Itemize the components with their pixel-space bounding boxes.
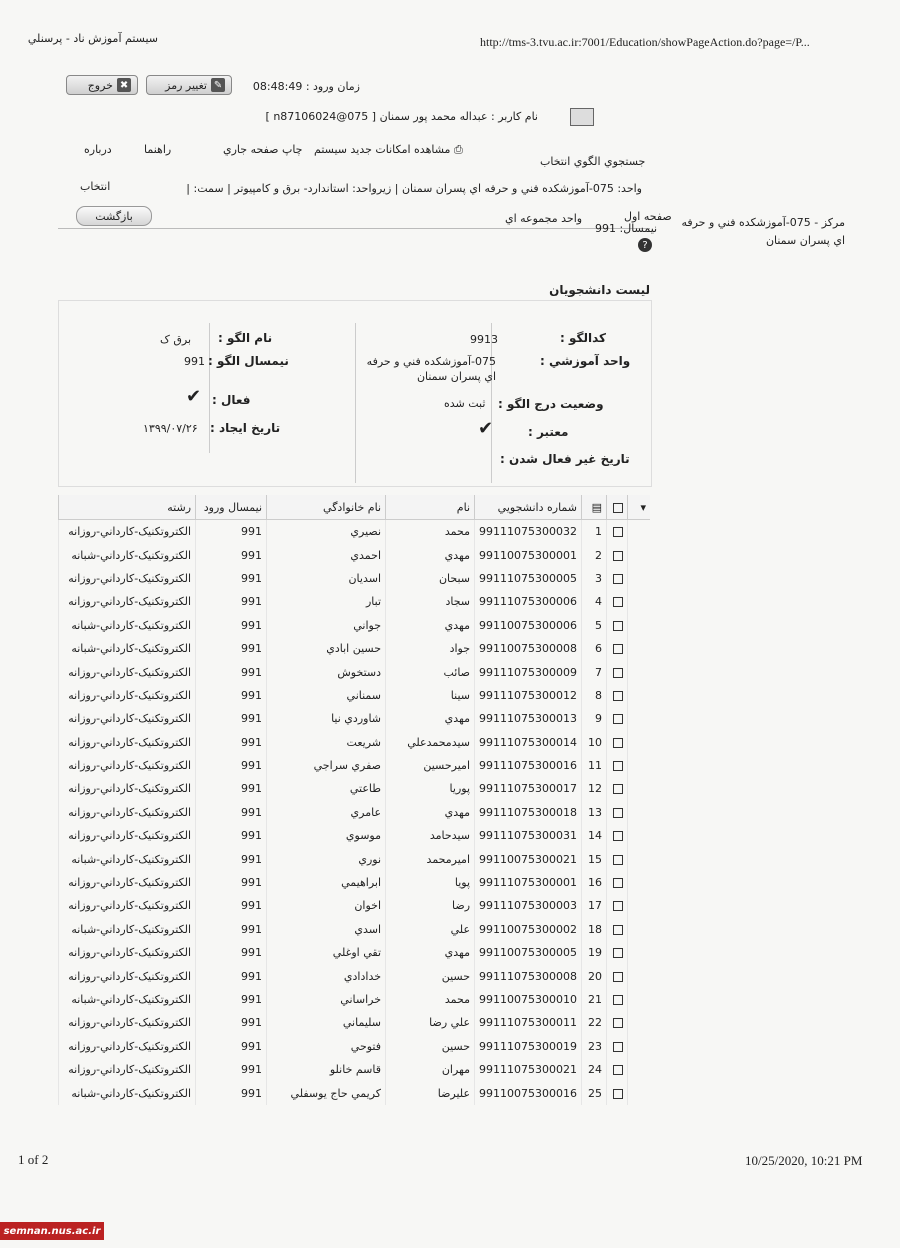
row-spacer — [628, 824, 651, 847]
row-spacer — [628, 988, 651, 1011]
context-line: واحد: 075-آموزشکده فني و حرفه اي پسران سمنان | زيرواحد: استاندارد- برق و کامپيوتر | سمت: | — [186, 182, 642, 195]
menu-item-search-pattern[interactable]: جستجوي الگوي انتخاب — [540, 155, 646, 168]
student-id: 99111075300016 — [475, 754, 582, 777]
print-datetime: 10/25/2020, 10:21 PM — [745, 1153, 863, 1168]
entry-semester: 991 — [196, 964, 267, 987]
table-row[interactable] — [59, 590, 651, 613]
field-of-study: الکتروتکنيک-کارداني-شبانه — [59, 918, 196, 941]
field-of-study: الکتروتکنيک-کارداني-شبانه — [59, 543, 196, 566]
change-password-button[interactable] — [146, 75, 232, 95]
menu-item-new-features-label: مشاهده امکانات جديد سيستم — [314, 143, 451, 156]
first-name: مهران — [386, 1058, 475, 1081]
header-entry-semester[interactable]: نيمسال ورود — [196, 495, 267, 520]
row-checkbox[interactable] — [607, 1035, 628, 1058]
table-row[interactable] — [59, 684, 651, 707]
row-number: 23 — [582, 1035, 607, 1058]
entry-semester: 991 — [196, 731, 267, 754]
field-of-study: الکتروتکنيک-کارداني-روزانه — [59, 1058, 196, 1081]
name-value: برق ک — [160, 333, 192, 346]
row-number: 18 — [582, 918, 607, 941]
inactive-date-label: تاريخ غير فعال شدن : — [500, 452, 630, 466]
menu-item-help[interactable]: راهنما — [144, 143, 172, 156]
first-name: رضا — [386, 894, 475, 917]
student-id: 99110075300001 — [475, 543, 582, 566]
table-row[interactable] — [59, 847, 651, 870]
table-row[interactable] — [59, 801, 651, 824]
field-of-study: الکتروتکنيک-کارداني-روزانه — [59, 520, 196, 544]
table-row[interactable] — [59, 988, 651, 1011]
entry-semester: 991 — [196, 1011, 267, 1034]
row-spacer — [628, 1011, 651, 1034]
entry-semester: 991 — [196, 1035, 267, 1058]
field-of-study: الکتروتکنيک-کارداني-روزانه — [59, 871, 196, 894]
breadcrumb-unit[interactable]: واحد مجموعه اي — [505, 212, 583, 225]
field-of-study: الکتروتکنيک-کارداني-شبانه — [59, 637, 196, 660]
table-row[interactable] — [59, 1081, 651, 1104]
row-number: 8 — [582, 684, 607, 707]
last-name: قاسم خانلو — [267, 1058, 386, 1081]
row-spacer — [628, 684, 651, 707]
row-checkbox[interactable] — [607, 964, 628, 987]
watermark-logo: semnan.nus.ac.ir — [0, 1222, 104, 1240]
table-row[interactable] — [59, 1035, 651, 1058]
entry-semester: 991 — [196, 520, 267, 544]
students-table — [58, 495, 650, 1105]
pattern-semester-label: نيمسال الگو : — [208, 354, 289, 368]
row-spacer — [628, 614, 651, 637]
last-name: اسديان — [267, 567, 386, 590]
student-id: 99111075300021 — [475, 1058, 582, 1081]
user-label: نام کاربر : — [491, 110, 538, 123]
student-id: 99111075300006 — [475, 590, 582, 613]
student-id: 99110075300016 — [475, 1081, 582, 1104]
row-checkbox[interactable] — [607, 637, 628, 660]
first-name: سجاد — [386, 590, 475, 613]
table-row[interactable] — [59, 754, 651, 777]
student-id: 99111075300009 — [475, 660, 582, 683]
header-first-name[interactable]: نام — [386, 495, 475, 520]
table-row[interactable] — [59, 871, 651, 894]
row-number: 10 — [582, 731, 607, 754]
row-spacer — [628, 777, 651, 800]
row-spacer — [628, 567, 651, 590]
user-name: عبداله محمد پور سمنان [ n87106024@075 ] — [265, 110, 488, 123]
student-id: 99111075300017 — [475, 777, 582, 800]
table-row[interactable] — [59, 894, 651, 917]
table-row[interactable] — [59, 567, 651, 590]
field-of-study: الکتروتکنيک-کارداني-روزانه — [59, 590, 196, 613]
entry-semester: 991 — [196, 754, 267, 777]
first-name: مهدي — [386, 801, 475, 824]
row-spacer — [628, 941, 651, 964]
student-id: 99111075300005 — [475, 567, 582, 590]
row-checkbox[interactable] — [607, 1011, 628, 1034]
change-password-label: تغيير رمز — [165, 78, 207, 92]
row-checkbox[interactable] — [607, 1081, 628, 1104]
entry-semester: 991 — [196, 543, 267, 566]
student-id: 99111075300018 — [475, 801, 582, 824]
last-name: کريمي حاج يوسفلي — [267, 1081, 386, 1104]
field-of-study: الکتروتکنيک-کارداني-شبانه — [59, 988, 196, 1011]
first-name: محمد — [386, 520, 475, 544]
row-spacer — [628, 660, 651, 683]
student-id: 99111075300019 — [475, 1035, 582, 1058]
header-student-id[interactable]: شماره دانشجويي — [475, 495, 582, 520]
entry-semester: 991 — [196, 918, 267, 941]
select-link[interactable]: انتخاب — [80, 180, 111, 193]
row-number: 21 — [582, 988, 607, 1011]
entry-semester: 991 — [196, 941, 267, 964]
row-number: 5 — [582, 614, 607, 637]
student-id: 99111075300012 — [475, 684, 582, 707]
student-id: 99110075300021 — [475, 847, 582, 870]
exit-label: خروج — [87, 78, 113, 92]
last-name: دستخوش — [267, 660, 386, 683]
login-time-label: زمان ورود : — [305, 80, 360, 93]
print-page-title: سيستم آموزش ناد - پرسنلي — [27, 32, 158, 45]
mail-icon[interactable] — [570, 108, 594, 126]
user-info — [248, 110, 538, 123]
student-id: 99110075300006 — [475, 614, 582, 637]
last-name: اخوان — [267, 894, 386, 917]
last-name: سليماني — [267, 1011, 386, 1034]
row-number: 12 — [582, 777, 607, 800]
field-of-study: الکتروتکنيک-کارداني-شبانه — [59, 1081, 196, 1104]
print-icon: ⎙ — [453, 143, 463, 156]
entry-semester: 991 — [196, 871, 267, 894]
row-number: 11 — [582, 754, 607, 777]
student-id: 99110075300002 — [475, 918, 582, 941]
table-row[interactable] — [59, 941, 651, 964]
divider — [58, 228, 650, 229]
row-checkbox[interactable] — [607, 894, 628, 917]
semester-label: نيمسال: — [619, 222, 658, 235]
last-name: تقي اوغلي — [267, 941, 386, 964]
last-name: احمدي — [267, 543, 386, 566]
status-value: ثبت شده — [444, 397, 486, 410]
row-checkbox[interactable] — [607, 918, 628, 941]
row-spacer — [628, 707, 651, 730]
row-checkbox[interactable] — [607, 824, 628, 847]
first-name: صائب — [386, 660, 475, 683]
pencil-icon: ✎ — [211, 78, 225, 92]
row-number: 25 — [582, 1081, 607, 1104]
valid-check-icon: ✔ — [478, 418, 494, 439]
student-id: 99111075300031 — [475, 824, 582, 847]
header-field[interactable]: رشته — [59, 495, 196, 520]
first-name: سينا — [386, 684, 475, 707]
student-id: 99111075300014 — [475, 731, 582, 754]
last-name: ابراهيمي — [267, 871, 386, 894]
field-of-study: الکتروتکنيک-کارداني-روزانه — [59, 964, 196, 987]
first-name: حسين — [386, 964, 475, 987]
row-number: 6 — [582, 637, 607, 660]
page-title: ليست دانشجويان — [549, 283, 650, 297]
login-time — [240, 80, 360, 93]
first-name: حسين — [386, 1035, 475, 1058]
code-value: 9913 — [470, 333, 498, 346]
first-name: اميرمحمد — [386, 847, 475, 870]
table-row[interactable] — [59, 520, 651, 544]
row-checkbox[interactable] — [607, 684, 628, 707]
entry-semester: 991 — [196, 707, 267, 730]
valid-label: معتبر : — [528, 425, 569, 439]
row-spacer — [628, 801, 651, 824]
table-row[interactable] — [59, 731, 651, 754]
last-name: اسدي — [267, 918, 386, 941]
last-name: خراساني — [267, 988, 386, 1011]
row-checkbox[interactable] — [607, 707, 628, 730]
last-name: حسين ابادي — [267, 637, 386, 660]
last-name: موسوي — [267, 824, 386, 847]
first-name: علي رضا — [386, 1011, 475, 1034]
row-checkbox[interactable] — [607, 1058, 628, 1081]
row-spacer — [628, 894, 651, 917]
student-id: 99111075300008 — [475, 964, 582, 987]
field-of-study: الکتروتکنيک-کارداني-روزانه — [59, 731, 196, 754]
entry-semester: 991 — [196, 847, 267, 870]
row-checkbox[interactable] — [607, 543, 628, 566]
row-number: 3 — [582, 567, 607, 590]
row-spacer — [628, 847, 651, 870]
entry-semester: 991 — [196, 684, 267, 707]
unit-label: واحد آموزشي : — [540, 354, 631, 368]
first-name: مهدي — [386, 707, 475, 730]
last-name: شريعت — [267, 731, 386, 754]
row-checkbox[interactable] — [607, 731, 628, 754]
login-time-value: 08:48:49 — [252, 80, 303, 93]
field-of-study: الکتروتکنيک-کارداني-روزانه — [59, 684, 196, 707]
row-number: 22 — [582, 1011, 607, 1034]
last-name: تبار — [267, 590, 386, 613]
table-row[interactable] — [59, 543, 651, 566]
student-id: 99111075300011 — [475, 1011, 582, 1034]
unit-value: 075-آموزشکده فني و حرفه اي پسران سمنان — [366, 355, 496, 383]
entry-semester: 991 — [196, 777, 267, 800]
active-label: فعال : — [212, 393, 251, 407]
row-checkbox[interactable] — [607, 988, 628, 1011]
semester-value: 991 — [595, 222, 616, 235]
first-name: علي — [386, 918, 475, 941]
last-name: فتوحي — [267, 1035, 386, 1058]
field-of-study: الکتروتکنيک-کارداني-روزانه — [59, 754, 196, 777]
field-of-study: الکتروتکنيک-کارداني-روزانه — [59, 941, 196, 964]
student-id: 99110075300005 — [475, 941, 582, 964]
row-number: 20 — [582, 964, 607, 987]
student-id: 99110075300010 — [475, 988, 582, 1011]
breadcrumb-first-page[interactable]: صفحه اول — [624, 210, 672, 223]
row-spacer — [628, 871, 651, 894]
table-row[interactable] — [59, 707, 651, 730]
student-id: 99111075300032 — [475, 520, 582, 544]
row-number: 2 — [582, 543, 607, 566]
row-spacer — [628, 1058, 651, 1081]
first-name: مهدي — [386, 543, 475, 566]
entry-semester: 991 — [196, 894, 267, 917]
help-icon[interactable]: ? — [638, 238, 652, 252]
student-id: 99111075300003 — [475, 894, 582, 917]
first-name: سيدمحمدعلي — [386, 731, 475, 754]
row-spacer — [628, 520, 651, 544]
row-spacer — [628, 731, 651, 754]
table-row[interactable] — [59, 824, 651, 847]
entry-semester: 991 — [196, 801, 267, 824]
exit-button[interactable] — [66, 75, 138, 95]
first-name: محمد — [386, 988, 475, 1011]
column-menu-icon[interactable]: ▾ — [628, 495, 651, 520]
center-info: مرکز - 075-آموزشکده فني و حرفه اي پسران سمنان — [681, 216, 845, 247]
entry-semester: 991 — [196, 637, 267, 660]
field-of-study: الکتروتکنيک-کارداني-روزانه — [59, 660, 196, 683]
breadcrumb-semester — [595, 222, 657, 235]
table-row[interactable] — [59, 918, 651, 941]
row-number: 4 — [582, 590, 607, 613]
row-checkbox[interactable] — [607, 777, 628, 800]
row-checkbox[interactable] — [607, 941, 628, 964]
field-of-study: الکتروتکنيک-کارداني-روزانه — [59, 1011, 196, 1034]
row-checkbox[interactable] — [607, 871, 628, 894]
row-checkbox[interactable] — [607, 520, 628, 544]
first-name: عليرضا — [386, 1081, 475, 1104]
row-checkbox[interactable] — [607, 847, 628, 870]
row-number: 1 — [582, 520, 607, 544]
field-of-study: الکتروتکنيک-کارداني-روزانه — [59, 824, 196, 847]
entry-semester: 991 — [196, 1058, 267, 1081]
entry-semester: 991 — [196, 590, 267, 613]
first-name: مهدي — [386, 614, 475, 637]
table-row[interactable] — [59, 1011, 651, 1034]
row-spacer — [628, 590, 651, 613]
last-name: شاوردي نيا — [267, 707, 386, 730]
last-name: نصيري — [267, 520, 386, 544]
field-of-study: الکتروتکنيک-کارداني-روزانه — [59, 567, 196, 590]
menu-item-about[interactable]: درباره — [84, 143, 112, 156]
table-row[interactable] — [59, 1058, 651, 1081]
column-settings-icon[interactable]: ▤ — [582, 495, 607, 520]
row-number: 16 — [582, 871, 607, 894]
field-of-study: الکتروتکنيک-کارداني-روزانه — [59, 894, 196, 917]
created-value: ۱۳۹۹/۰۷/۲۶ — [143, 422, 198, 435]
name-label: نام الگو : — [218, 331, 273, 345]
row-spacer — [628, 543, 651, 566]
row-spacer — [628, 1035, 651, 1058]
row-number: 15 — [582, 847, 607, 870]
row-number: 14 — [582, 824, 607, 847]
first-name: سبحان — [386, 567, 475, 590]
row-number: 9 — [582, 707, 607, 730]
status-label: وضعيت درج الگو : — [498, 397, 604, 411]
menu-item-new-features[interactable] — [314, 143, 463, 157]
row-number: 17 — [582, 894, 607, 917]
first-name: اميرحسين — [386, 754, 475, 777]
row-checkbox[interactable] — [607, 660, 628, 683]
row-number: 13 — [582, 801, 607, 824]
pattern-semester-value: 991 — [184, 355, 205, 368]
menu-item-print-page[interactable]: چاپ صفحه جاري — [223, 143, 303, 156]
entry-semester: 991 — [196, 567, 267, 590]
created-label: تاريخ ايجاد : — [210, 421, 281, 435]
field-of-study: الکتروتکنيک-کارداني-شبانه — [59, 614, 196, 637]
row-number: 7 — [582, 660, 607, 683]
table-row[interactable] — [59, 964, 651, 987]
active-check-icon: ✔ — [186, 386, 202, 407]
first-name: سيدحامد — [386, 824, 475, 847]
print-url: http://tms-3.tvu.ac.ir:7001/Education/showPageAction.do?page=/P... — [480, 35, 810, 49]
last-name: طاعتي — [267, 777, 386, 800]
last-name: سمناني — [267, 684, 386, 707]
last-name: خدادادي — [267, 964, 386, 987]
code-label: کدالگو : — [560, 331, 607, 345]
close-icon: ✖ — [117, 78, 131, 92]
table-row[interactable] — [59, 614, 651, 637]
row-checkbox[interactable] — [607, 590, 628, 613]
row-checkbox[interactable] — [607, 801, 628, 824]
last-name: جواني — [267, 614, 386, 637]
first-name: جواد — [386, 637, 475, 660]
entry-semester: 991 — [196, 1081, 267, 1104]
header-last-name[interactable]: نام خانوادگي — [267, 495, 386, 520]
first-name: پوريا — [386, 777, 475, 800]
row-checkbox[interactable] — [607, 754, 628, 777]
field-of-study: الکتروتکنيک-کارداني-روزانه — [59, 1035, 196, 1058]
last-name: صفري سراجي — [267, 754, 386, 777]
entry-semester: 991 — [196, 824, 267, 847]
table-row[interactable] — [59, 637, 651, 660]
page-count: 1 of 2 — [18, 1152, 49, 1167]
table-row[interactable] — [59, 660, 651, 683]
last-name: نوري — [267, 847, 386, 870]
student-id: 99110075300008 — [475, 637, 582, 660]
row-spacer — [628, 918, 651, 941]
field-of-study: الکتروتکنيک-کارداني-روزانه — [59, 801, 196, 824]
field-of-study: الکتروتکنيک-کارداني-شبانه — [59, 847, 196, 870]
back-button[interactable]: بازگشت — [76, 206, 152, 226]
row-spacer — [628, 754, 651, 777]
first-name: مهدي — [386, 941, 475, 964]
first-name: پويا — [386, 871, 475, 894]
table-row[interactable] — [59, 777, 651, 800]
last-name: عامري — [267, 801, 386, 824]
row-spacer — [628, 1081, 651, 1104]
field-of-study: الکتروتکنيک-کارداني-روزانه — [59, 777, 196, 800]
row-checkbox[interactable] — [607, 567, 628, 590]
row-checkbox[interactable] — [607, 614, 628, 637]
student-id: 99111075300013 — [475, 707, 582, 730]
row-spacer — [628, 637, 651, 660]
table-header-row — [59, 495, 651, 520]
entry-semester: 991 — [196, 660, 267, 683]
field-of-study: الکتروتکنيک-کارداني-روزانه — [59, 707, 196, 730]
header-checkbox[interactable] — [607, 495, 628, 520]
row-spacer — [628, 964, 651, 987]
entry-semester: 991 — [196, 614, 267, 637]
entry-semester: 991 — [196, 988, 267, 1011]
student-id: 99111075300001 — [475, 871, 582, 894]
row-number: 19 — [582, 941, 607, 964]
row-number: 24 — [582, 1058, 607, 1081]
